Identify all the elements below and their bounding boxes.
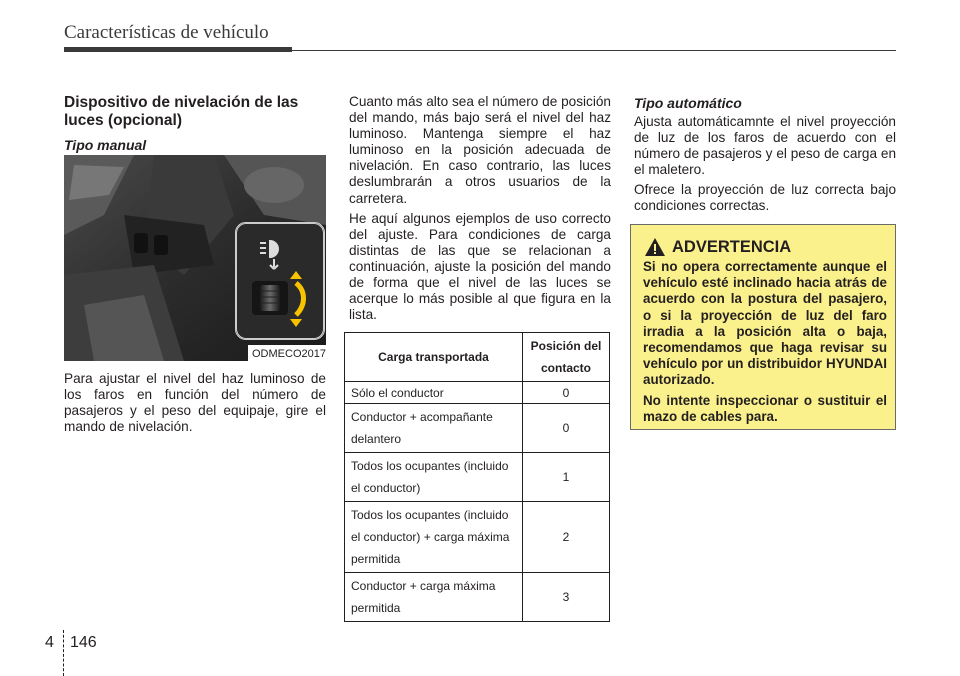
row-load: Conductor + carga máxima permitida	[345, 573, 523, 622]
header-position: Posición del contacto	[523, 333, 610, 382]
row-position: 2	[523, 502, 610, 573]
left-paragraph: Para ajustar el nivel del haz luminoso de los faros en función del número de pasajeros y el peso del equipaje, gire el mando de nivelación.	[64, 371, 326, 435]
table-row	[345, 382, 610, 404]
warning-body	[643, 259, 887, 429]
left-column	[64, 94, 326, 154]
warning-header	[644, 235, 791, 259]
table-row	[345, 573, 610, 622]
header-rule	[292, 50, 896, 51]
row-load: Todos los ocupantes (incluido el conductor)	[345, 453, 523, 502]
warning-text-2: No intente inspeccionar o sustituir el mazo de cables para.	[643, 392, 887, 424]
footer-divider	[63, 630, 64, 676]
image-code: ODMECO2017	[252, 348, 326, 360]
section-title: Dispositivo de nivelación de las luces (opcional)	[64, 94, 299, 129]
row-position: 0	[523, 404, 610, 453]
table-row	[345, 453, 610, 502]
table-row	[345, 404, 610, 453]
header-bar	[64, 47, 292, 52]
row-load: Conductor + acompañante delantero	[345, 404, 523, 453]
chapter-number: 4	[45, 634, 54, 651]
right-paragraph-1: Ajusta automáticamnte el nivel proyección de luz de los faros de acuerdo con el número de pasajeros y el peso de carga en el maletero.	[634, 114, 896, 178]
header-load: Carga transportada	[345, 333, 523, 382]
table-row	[345, 502, 610, 573]
warning-text-1: Si no opera correctamente aunque el vehículo esté inclinado hacia atrás de acuerdo con la postura del pasajero, o si la proyección de luz del faro irradia a la posición alta o baja, recomendamos que haga revisar su vehículo por un distribuidor HYUNDAI autorizado.	[643, 259, 887, 388]
middle-column	[349, 94, 611, 323]
row-load: Sólo el conductor	[345, 382, 523, 404]
middle-paragraph-1: Cuanto más alto sea el número de posición del mando, más bajo será el nivel del haz luminoso. Mantenga siempre el haz luminoso en la posición adecuada de nivelación. En caso contrario, las luces deslumbrarán a otros usuarios de la carretera.	[349, 94, 611, 206]
page-number: 146	[70, 634, 97, 651]
row-position: 0	[523, 382, 610, 404]
right-column	[634, 94, 896, 215]
page-header-title: Características de vehículo	[64, 22, 269, 43]
load-position-table	[344, 332, 610, 622]
warning-triangle-icon	[644, 237, 666, 257]
table-header-row	[345, 333, 610, 382]
row-load: Todos los ocupantes (incluido el conductor) + carga máxima permitida	[345, 502, 523, 573]
row-position: 1	[523, 453, 610, 502]
row-position: 3	[523, 573, 610, 622]
warning-box	[630, 224, 896, 430]
right-paragraph-2: Ofrece la proyección de luz correcta bajo condiciones correctas.	[634, 182, 896, 214]
middle-paragraph-2: He aquí algunos ejemplos de uso correcto del ajuste. Para condiciones de carga distintas de las que se relacionan a continuación, ajuste la posición del mando de forma que el nivel de las luces se acerque lo más posible al que figura en la lista.	[349, 210, 611, 323]
dashboard-photo	[64, 155, 326, 361]
subtitle-automatic: Tipo automático	[634, 95, 742, 111]
subtitle-manual: Tipo manual	[64, 137, 147, 153]
warning-title: ADVERTENCIA	[672, 237, 792, 256]
